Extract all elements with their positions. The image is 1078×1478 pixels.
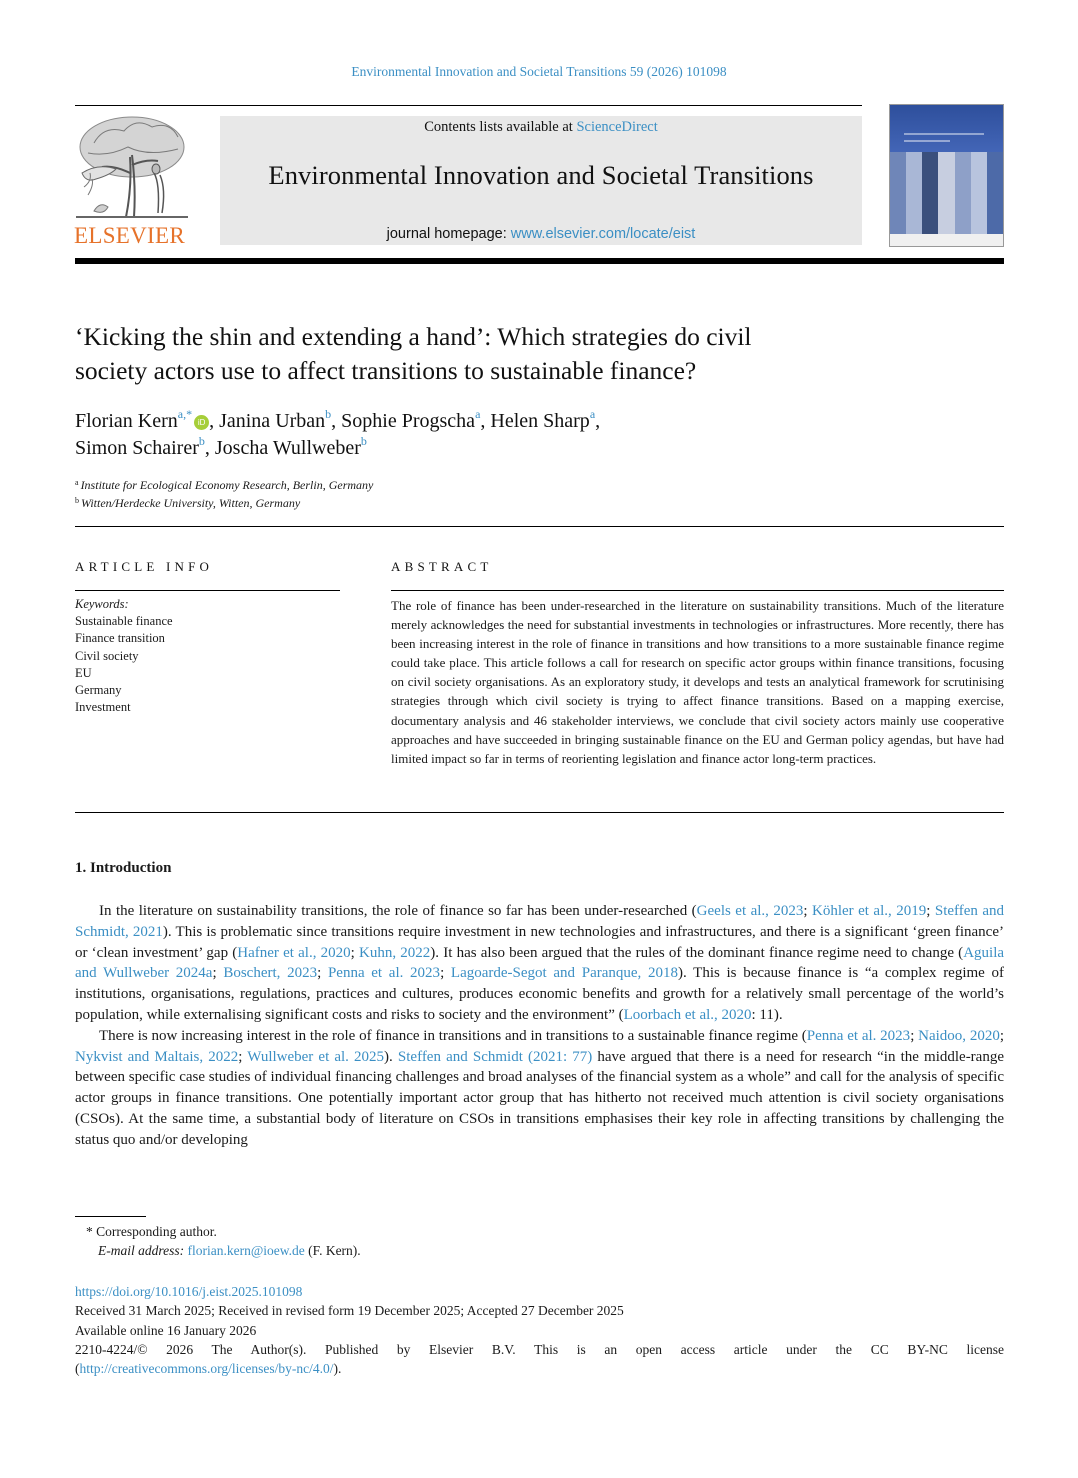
journal-masthead (220, 116, 862, 245)
license-open-paren: ( (75, 1361, 80, 1377)
elsevier-wordmark: ELSEVIER (74, 223, 185, 248)
elsevier-logo[interactable] (72, 113, 194, 248)
cover-photo-strip (922, 152, 938, 234)
contents-prefix: Contents lists available at (424, 119, 577, 135)
citation-link[interactable]: Penna et al. 2023 (806, 1027, 911, 1044)
affiliation-mark: b (75, 496, 79, 505)
corresponding-author-text: Corresponding author. (96, 1224, 217, 1239)
body-text: ; (999, 1027, 1004, 1044)
body-text: ). This is problematic since transitions require investment in new technologies and infrastructures, and there is a significant ‘green finance’ or ‘clean investment’ gap ( (75, 923, 1004, 961)
publication-info (75, 1282, 1004, 1378)
body-text: ; (238, 1048, 248, 1065)
article-info-heading: ARTICLE INFO (75, 559, 214, 574)
author-name[interactable]: Sophie Progscha (341, 410, 476, 432)
article-title (75, 320, 925, 388)
citation-link[interactable]: Steffen and Schmidt (2021: 77) (397, 1048, 593, 1065)
section-divider (75, 526, 1004, 527)
citation-link[interactable]: Loorbach et al., 2020 (623, 1006, 752, 1023)
body-text: ; (910, 1027, 919, 1044)
title-line-1: ‘Kicking the shin and extending a hand’: Which strategies do civil (75, 322, 752, 351)
license-close-paren: ). (333, 1361, 342, 1377)
body-text: ; (350, 944, 360, 961)
affiliation-mark: a (75, 478, 79, 487)
article-history: Received 31 March 2025; Received in revised form 19 December 2025; Accepted 27 December 2025 (75, 1303, 624, 1319)
citation-link[interactable]: Geels et al., 2023 (696, 903, 804, 919)
author-list: Florian Kern$^{a,*}$iD , Janina Urban$^b$, Sophie Progscha$^a$, Helen Sharp$^a$, Simon Schairer$^b$, Joscha Wullweber$^b$ (75, 407, 601, 459)
doi-link[interactable]: https://doi.org/10.1016/j.eist.2025.101098 (75, 1284, 303, 1299)
introduction-body (75, 901, 1004, 1151)
citation-link[interactable]: Penna et al. 2023 (327, 965, 441, 982)
email-label: E-mail address: (98, 1243, 185, 1258)
running-head[interactable]: Environmental Innovation and Societal Transitions 59 (2026) 101098 (351, 64, 727, 79)
footnote-rule (75, 1216, 146, 1217)
body-text: ). It has also been argued that the rules of the dominant finance regime need to change ( (430, 944, 964, 961)
citation-link[interactable]: Wullweber et al. 2025 (247, 1048, 385, 1065)
email-suffix: (F. Kern). (304, 1243, 361, 1258)
body-text: ; (926, 903, 935, 919)
cover-title-bar (904, 133, 984, 135)
author-name[interactable]: Florian Kern (75, 410, 178, 432)
author-name[interactable]: Janina Urban (219, 410, 326, 432)
cover-title-bar (904, 140, 950, 142)
citation-link[interactable]: Aguila and Wullweber 2024a (75, 944, 1005, 982)
author-affiliation-mark[interactable]: a,* (177, 407, 193, 421)
title-line-2: society actors use to affect transitions to sustainable finance? (75, 356, 697, 385)
author-affiliation-mark[interactable]: b (325, 407, 332, 421)
cover-photo-strip (987, 152, 1004, 234)
author-name[interactable]: Joscha Wullweber (214, 437, 361, 459)
corresponding-author-note (86, 1222, 361, 1241)
keyword-item: Investment (75, 700, 131, 715)
citation-link[interactable]: Köhler et al., 2019 (812, 903, 927, 919)
intro-paragraph-2 (75, 1026, 1004, 1151)
affiliation-item (75, 476, 373, 494)
journal-homepage-link[interactable]: www.elsevier.com/locate/eist (510, 226, 696, 242)
affiliation-item (75, 494, 373, 512)
body-text: ; (440, 965, 451, 982)
license-url-line (75, 1359, 1004, 1378)
cover-photo-strip (938, 152, 955, 234)
homepage-prefix: journal homepage: (386, 226, 511, 242)
section-heading-introduction: 1. Introduction (75, 860, 172, 876)
email-note (86, 1241, 361, 1260)
author-name[interactable]: Simon Schairer (75, 437, 199, 459)
footnote-mark: * (86, 1224, 93, 1239)
masthead-thick-rule (75, 258, 1004, 264)
cover-photo-strip (955, 152, 971, 234)
citation-link[interactable]: Nykvist and Maltais, 2022 (75, 1048, 239, 1065)
keywords-label: Keywords: (75, 597, 129, 611)
body-text: In the literature on sustainability transitions, the role of finance so far has been under-researched ( (99, 903, 697, 919)
keyword-item: Civil society (75, 648, 139, 663)
cover-photo-strip (890, 152, 906, 234)
body-text: ; (212, 965, 224, 982)
citation-link[interactable]: Kuhn, 2022 (359, 944, 431, 961)
body-text: ). (384, 1048, 398, 1065)
author-name[interactable]: Helen Sharp (490, 410, 590, 432)
intro-paragraph-1 (75, 901, 1004, 1026)
keyword-item: Finance transition (75, 631, 165, 646)
abstract-heading: ABSTRACT (391, 559, 493, 574)
body-text: ). This is because finance is “a complex regime of institutions, organisations, regulations, practices and cultures, produces economic benefits and growth for a relatively small percentage of the world’s population, while externalising significant costs and risks to society and the environment” ( (75, 965, 1005, 1023)
body-text: ; (317, 965, 328, 982)
keyword-item: Sustainable finance (75, 614, 173, 629)
article-info-rule (75, 590, 340, 591)
elsevier-tree-logo-icon (74, 113, 190, 221)
citation-link[interactable]: Steffen and Schmidt, 2021 (75, 903, 1005, 940)
citation-link[interactable]: Naidoo, 2020 (918, 1027, 1000, 1044)
keywords-list (75, 596, 173, 716)
keyword-item: Germany (75, 683, 122, 698)
author-affiliation-mark[interactable]: a (589, 407, 596, 421)
author-affiliation-mark[interactable]: a (475, 407, 481, 421)
author-affiliation-mark[interactable]: b (198, 434, 205, 448)
citation-link[interactable]: Boschert, 2023 (223, 965, 318, 982)
citation-link[interactable]: Hafner et al., 2020 (237, 944, 351, 961)
orcid-icon[interactable]: iD (194, 415, 209, 430)
affiliation-text: Institute for Ecological Economy Research, Berlin, Germany (80, 478, 374, 492)
citation-link[interactable]: Lagoarde-Segot and Paranque, 2018 (450, 965, 678, 982)
affiliation-text: Witten/Herdecke University, Witten, Germany (81, 496, 301, 510)
email-link[interactable]: florian.kern@ioew.de (187, 1243, 305, 1258)
available-online: Available online 16 January 2026 (75, 1322, 257, 1338)
license-statement: 2210-4224/© 2026 The Author(s). Published by Elsevier B.V. This is an open access article under the CC BY-NC license (75, 1341, 1004, 1357)
cover-photo-strip (971, 152, 987, 234)
abstract-rule (391, 590, 1004, 591)
license-url-link[interactable]: http://creativecommons.org/licenses/by-nc/4.0/ (79, 1361, 334, 1377)
header-rule (75, 105, 862, 106)
body-text: have argued that there is a need for research “in the middle-range between specific case studies of individual financing challenges and broad analyses of the financial system as a whole” and call for the analysis of specific actor groups in finance transitions. One potentially important actor group that has hitherto not received much attention is civil society organisations (CSOs). At the same time, a substantial body of literature on CSOs in transitions emphasises their key role in affecting transitions by challenging the status quo and/or developing (75, 1048, 1004, 1148)
affiliations (75, 476, 373, 512)
author-affiliation-mark[interactable]: b (360, 434, 367, 448)
contents-line (220, 119, 862, 136)
cover-photo-strip (906, 152, 922, 234)
body-text: ; (803, 903, 813, 919)
journal-cover-icon[interactable] (889, 104, 1004, 247)
keyword-item: EU (75, 665, 92, 680)
body-text: : 11). (751, 1006, 783, 1023)
abstract-text: The role of finance has been under-researched in the literature on sustainability transitions. Much of the literature merely acknowledges the need for substantial investments in technologies or infrastructures. More recently, there has been increasing interest in the role of finance in transitions and how transitions to a more sustainable finance regime could take place. This article follows a call for research on specific actor groups within finance transitions, focusing on civil society organisations. As an exploratory study, it develops and tests an analytical framework for scrutinising strategies through which civil society is trying to affect finance transitions. Based on a mapping exercise, documentary analysis and 46 stakeholder interviews, we conclude that civil society actors mainly use cooperative approaches and have succeeded in bringing sustainable finance on the EU and German policy agendas, but have had limited impact so far in terms of reorienting legislation and finance actor long-term practices. (391, 598, 1004, 766)
abstract-bottom-rule (75, 812, 1004, 813)
sciencedirect-link[interactable]: ScienceDirect (576, 119, 658, 135)
homepage-line (220, 226, 862, 242)
footnotes (86, 1222, 361, 1260)
journal-name: Environmental Innovation and Societal Transitions (268, 160, 814, 190)
cover-footer (890, 234, 1003, 246)
body-text: There is now increasing interest in the role of finance in transitions and in transitions to a sustainable finance regime ( (99, 1027, 807, 1044)
